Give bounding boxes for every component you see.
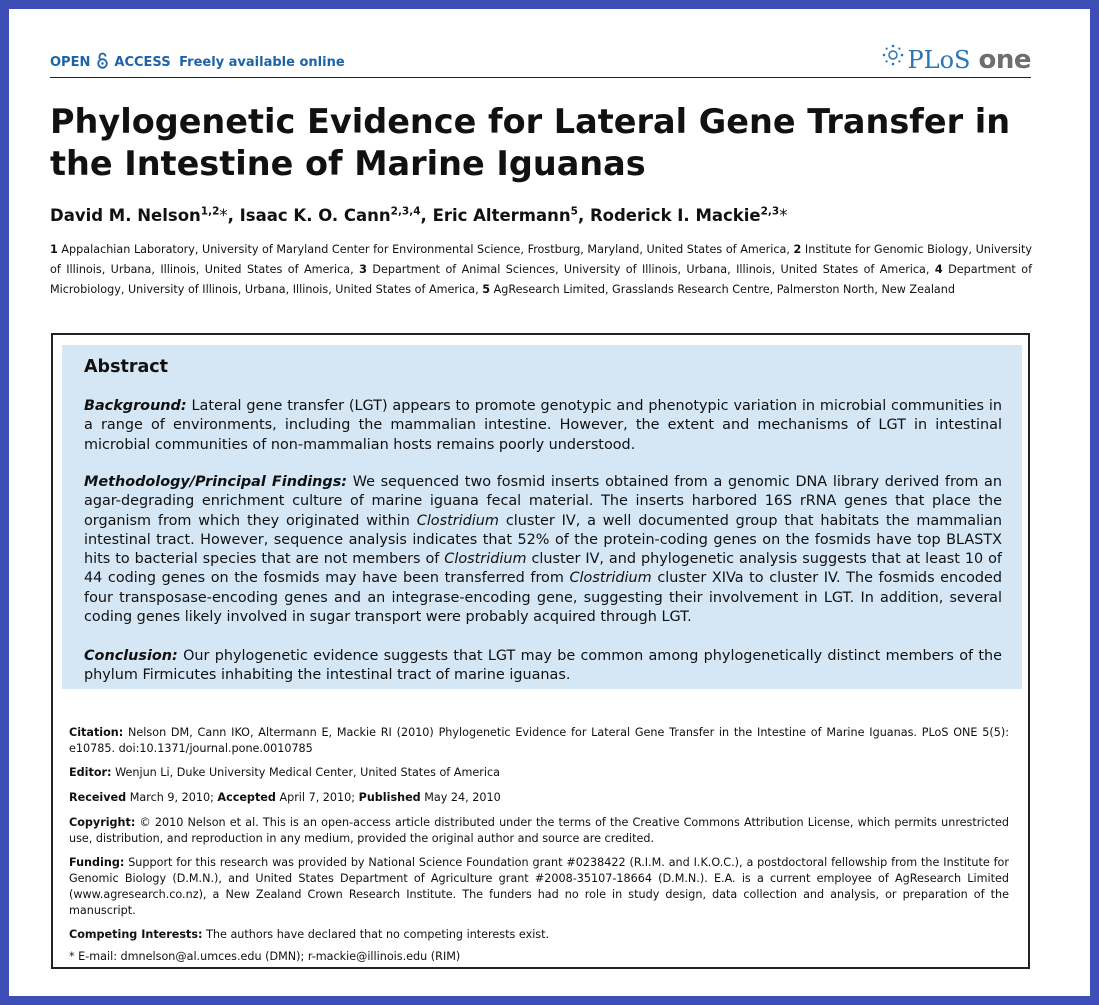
affiliation: 1 Appalachian Laboratory, University of Maryland Center for Environmental Science, Frostburg, Maryland, United States of America, bbox=[50, 243, 790, 256]
abstract-box bbox=[51, 333, 1030, 969]
author: Roderick I. Mackie$^{2,3}$* bbox=[589, 205, 788, 225]
corresponding-email: * E-mail: dmnelson@al.umces.edu (DMN); r-mackie@illinois.edu (RIM) bbox=[69, 950, 461, 963]
article-title: Phylogenetic Evidence for Lateral Gene Transfer in the Intestine of Marine Iguanas bbox=[50, 102, 1011, 183]
affiliation: 5 AgResearch Limited, Grasslands Research Centre, Palmerston North, New Zealand bbox=[482, 283, 955, 296]
author: David M. Nelson$^{1,2}$*, bbox=[50, 205, 240, 225]
citation: Citation: Nelson DM, Cann IKO, Altermann E, Mackie RI (2010) Phylogenetic Evidence for Lateral Gene Transfer in the Intestine of Marine Iguanas. PLoS ONE 5(5): e10785. doi:10.1371/journal.pone.0010785 bbox=[69, 726, 1009, 755]
freely-available-text: Freely available online bbox=[179, 55, 345, 70]
plos-sun-icon bbox=[882, 44, 904, 70]
open-lock-icon bbox=[97, 52, 108, 73]
open-access-badge: OPEN ACCESS Freely available online bbox=[50, 52, 345, 73]
abstract-heading: Abstract bbox=[84, 357, 169, 377]
abstract-panel bbox=[62, 345, 1022, 689]
plos-one-logo: PLoS one bbox=[882, 44, 1032, 75]
author: Eric Altermann$^5$, bbox=[432, 205, 590, 225]
editor: Editor: Wenjun Li, Duke University Medical Center, United States of America bbox=[69, 766, 500, 779]
affiliations bbox=[50, 240, 1032, 300]
article-page bbox=[9, 9, 1090, 996]
copyright: Copyright: © 2010 Nelson et al. This is an open-access article distributed under the terms of the Creative Commons Attribution License, which permits unrestricted use, distribution, and reproduction in any medium, provided the original author and source are credited. bbox=[69, 816, 1009, 845]
affiliation: 4 Department of Microbiology, University of Illinois, Urbana, Illinois, United States of America, bbox=[50, 263, 1033, 296]
abstract-background: Background: Lateral gene transfer (LGT) appears to promote genotypic and phenotypic variation in microbial communities in a range of environments, including the mammalian intestine. However, the extent and mechanisms of LGT in intestinal microbial communities of non-mammalian hosts remains poorly understood. bbox=[84, 398, 1002, 453]
journal-header bbox=[50, 33, 1031, 78]
abstract-methods: Methodology/Principal Findings: We sequenced two fosmid inserts obtained from a genomic DNA library derived from an agar-degrading enrichment culture of marine iguana fecal material. The inserts harbored 16S rRNA genes that place the organism from which they originated within Clostridium cluster IV, a well documented group that habitats the mammalian intestinal tract. However, sequence analysis indicates that 52% of the protein-coding genes on the fosmids have top BLASTX hits to bacterial species that are not members of Clostridium cluster IV, and phylogenetic analysis suggests that at least 10 of 44 coding genes on the fosmids may have been transferred from Clostridium cluster XIVa to cluster IV. The fosmids encoded four transposase-encoding genes and an integrase-encoding gene, suggesting their involvement in LGT. In addition, several coding genes likely involved in sugar transport were probably acquired through LGT. bbox=[84, 474, 1003, 626]
funding: Funding: Support for this research was provided by National Science Foundation grant #0238422 (R.I.M. and I.K.O.C.), a postdoctoral fellowship from the Institute for Genomic Biology (D.M.N.), and United States Department of Agriculture grant #2008-35107-18664 (D.M.N.). E.A. is a current employee of AgResearch Limited (www.agresearch.co.nz), a New Zealand Crown Research Institute. The funders had no role in study design, data collection and analysis, or preparation of the manuscript. bbox=[69, 856, 1009, 917]
author-list bbox=[50, 205, 787, 225]
dates: Received March 9, 2010; Accepted April 7, 2010; Published May 24, 2010 bbox=[69, 791, 501, 804]
competing-interests: Competing Interests: The authors have declared that no competing interests exist. bbox=[69, 928, 550, 941]
affiliation: 3 Department of Animal Sciences, University of Illinois, Urbana, Illinois, United States of America, bbox=[359, 263, 930, 276]
author: Isaac K. O. Cann$^{2,3,4}$, bbox=[239, 205, 433, 225]
affiliation: 2 Institute for Genomic Biology, University of Illinois, Urbana, Illinois, United States of America, bbox=[50, 243, 1033, 276]
abstract-conclusion: Conclusion: Our phylogenetic evidence suggests that LGT may be common among phylogenetically distinct members of the phylum Firmicutes inhabiting the intestinal tract of marine iguanas. bbox=[84, 648, 1002, 684]
